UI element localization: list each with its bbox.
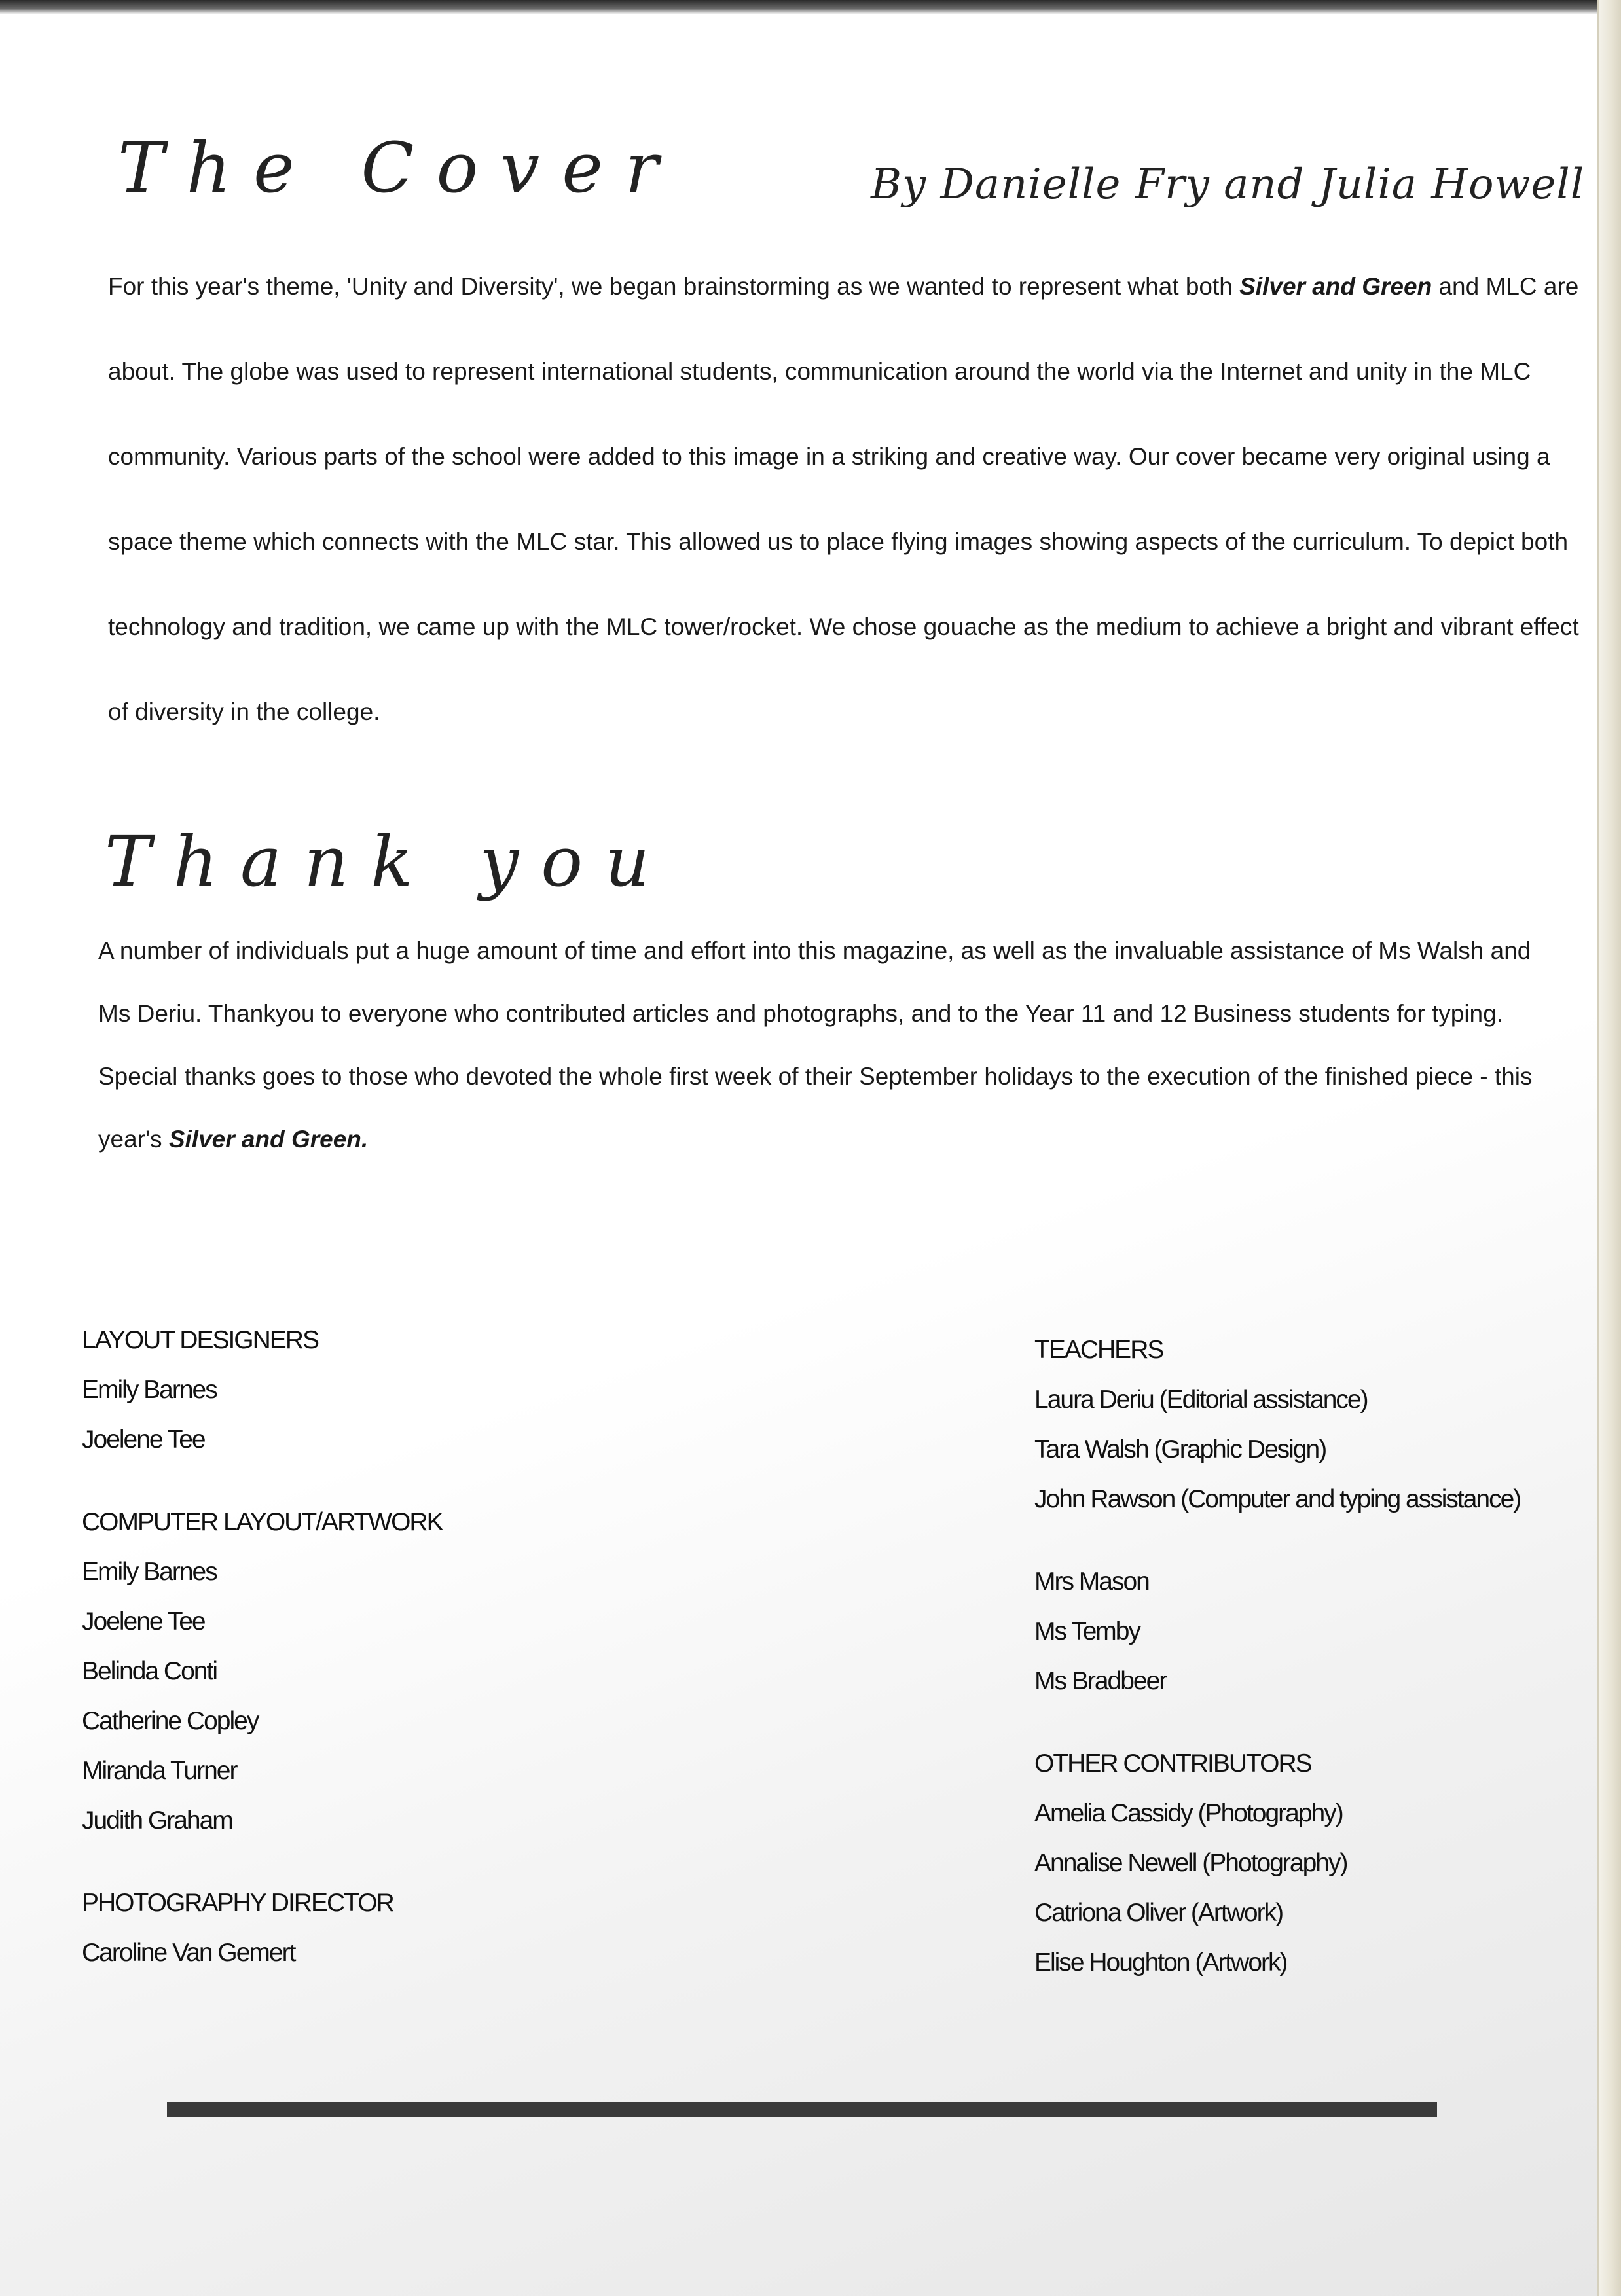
credit-name: Caroline Van Gemert xyxy=(82,1939,295,1967)
magazine-name: Silver and Green. xyxy=(168,1126,369,1153)
credit-name: Judith Graham xyxy=(82,1806,232,1835)
credit-name: Ms Temby xyxy=(1034,1617,1140,1645)
credit-name: Mrs Mason xyxy=(1034,1568,1149,1596)
credit-heading: OTHER CONTRIBUTORS xyxy=(1034,1749,1311,1778)
credit-name: Annalise Newell (Photography) xyxy=(1034,1849,1347,1877)
thanks-section xyxy=(98,920,1565,1171)
magazine-name: Silver and Green xyxy=(1239,273,1432,300)
special-thanks-paragraph xyxy=(98,1045,1565,1171)
credit-name: John Rawson (Computer and typing assistance) xyxy=(1034,1485,1521,1513)
credit-name: Elise Houghton (Artwork) xyxy=(1034,1948,1287,1977)
cover-byline: By Danielle Fry and Julia Howell xyxy=(871,160,1585,209)
credits-left-column xyxy=(82,1316,737,2011)
credit-group-staff xyxy=(1034,1557,1611,1706)
credit-group-photography-director xyxy=(82,1878,737,1978)
cover-heading: The Cover xyxy=(118,128,681,208)
credit-name: Emily Barnes xyxy=(82,1558,217,1586)
credit-name: Amelia Cassidy (Photography) xyxy=(1034,1799,1343,1827)
credit-heading: COMPUTER LAYOUT/ARTWORK xyxy=(82,1508,443,1536)
credit-heading: TEACHERS xyxy=(1034,1336,1163,1364)
credit-group-computer-layout xyxy=(82,1498,737,1846)
thanks-paragraph: A number of individuals put a huge amount of time and effort into this magazine, as well as the invaluable assistance of Ms Walsh and Ms Deriu. Thankyou to everyone who contributed articles and photographs, and to the Year 11 and 12 Business students for typing. xyxy=(98,937,1531,1027)
thanks-heading: Thank you xyxy=(105,821,672,902)
credit-heading: PHOTOGRAPHY DIRECTOR xyxy=(82,1889,393,1917)
credit-name: Tara Walsh (Graphic Design) xyxy=(1034,1435,1326,1463)
credits-right-column xyxy=(1034,1325,1611,2020)
credit-name: Joelene Tee xyxy=(82,1426,205,1454)
cover-paragraph xyxy=(108,244,1584,755)
credit-name: Catriona Oliver (Artwork) xyxy=(1034,1899,1283,1927)
credit-name: Emily Barnes xyxy=(82,1376,217,1404)
credit-group-layout-designers xyxy=(82,1316,737,1465)
credit-name: Laura Deriu (Editorial assistance) xyxy=(1034,1386,1368,1414)
footer-rule xyxy=(167,2102,1437,2117)
scan-top-edge xyxy=(0,0,1621,14)
cover-text-part: For this year's theme, 'Unity and Diversity', we began brainstorming as we wanted to represent what both xyxy=(108,273,1240,300)
credit-group-other-contributors xyxy=(1034,1739,1611,1988)
credit-group-teachers xyxy=(1034,1325,1611,1524)
credit-name: Catherine Copley xyxy=(82,1707,259,1735)
credit-name: Miranda Turner xyxy=(82,1757,237,1785)
credit-name: Joelene Tee xyxy=(82,1607,205,1636)
thanks-text-part: Special thanks goes to those who devoted the whole first week of their September holidays to the execution of the finished piece - this year's xyxy=(98,1063,1533,1153)
cover-text-part: and MLC are about. The globe was used to represent international students, communication around the world via the Internet and unity in the MLC community. Various parts of the school were added to this image in a striking and creative way. Our cover became very original using a space theme which connects with the MLC star. This allowed us to place flying images showing aspects of the curriculum. To depict both technology and tradition, we came up with the MLC tower/rocket. We chose gouache as the medium to achieve a bright and vibrant effect of diversity in the college. xyxy=(108,273,1579,725)
credit-heading: LAYOUT DESIGNERS xyxy=(82,1326,318,1354)
credit-name: Belinda Conti xyxy=(82,1657,217,1685)
credit-name: Ms Bradbeer xyxy=(1034,1667,1167,1695)
